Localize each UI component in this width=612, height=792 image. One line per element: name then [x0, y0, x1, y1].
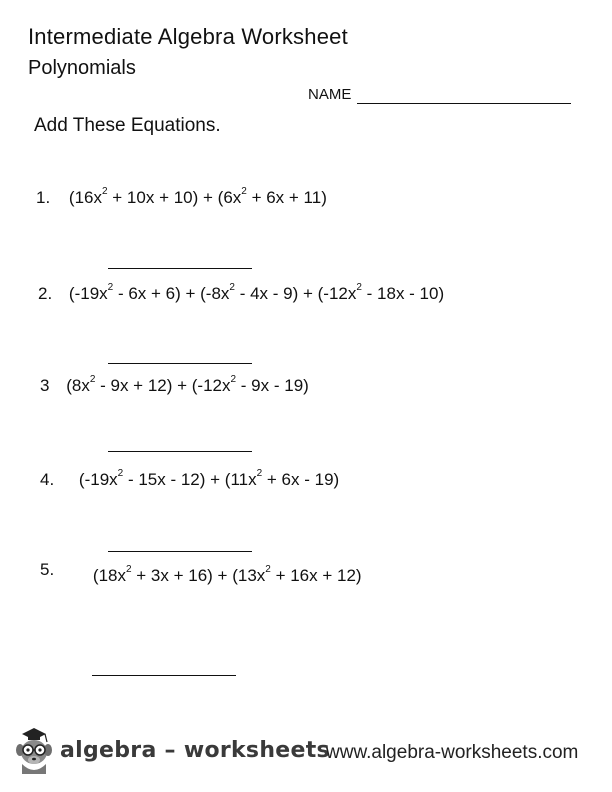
answer-line-2 [108, 363, 252, 364]
problem-5 [40, 560, 362, 586]
site-url[interactable]: www.algebra-worksheets.com [326, 742, 579, 763]
problem-number: 3 [40, 376, 50, 395]
name-field [308, 86, 571, 104]
mascot-icon [14, 726, 56, 774]
problem-expression: $(18x^2 + 3x + 16) + (13x^2 + 16x + 12)$ [92, 564, 362, 585]
problem-expression: $(-19x^2 - 15x - 12) + (11x^2 + 6x - 19)$ [78, 468, 340, 489]
problem-number: 2. [38, 284, 53, 303]
answer-line-4 [108, 551, 252, 552]
answer-line-1 [108, 268, 252, 269]
problem-3 [40, 376, 309, 396]
problem-number: 5. [40, 560, 55, 579]
instructions: Add These Equations. [34, 115, 221, 136]
problem-expression: $(8x^2 - 9x + 12) + (-12x^2 - 9x - 19)$ [66, 374, 309, 395]
logo-text: algebra – worksheets [60, 737, 330, 763]
name-label: NAME [308, 86, 352, 103]
problem-number: 4. [40, 470, 55, 489]
problem-expression: $(-19x^2 - 6x + 6) + (-8x^2 - 4x - 9) + (-12x^2 - 18x - 10)$ [68, 282, 445, 303]
problem-1 [36, 188, 327, 208]
worksheet-subtitle: Polynomials [28, 57, 136, 79]
worksheet-title: Intermediate Algebra Worksheet [28, 24, 348, 49]
name-line [357, 87, 571, 104]
answer-line-3 [108, 451, 252, 452]
problem-4 [40, 470, 339, 490]
answer-line-5 [92, 675, 236, 676]
problem-expression: $(16x^2 + 10x + 10) + (6x^2 + 6x + 11)$ [68, 186, 327, 207]
site-logo [14, 726, 330, 774]
problem-2 [38, 284, 444, 304]
problem-number: 1. [36, 188, 51, 207]
